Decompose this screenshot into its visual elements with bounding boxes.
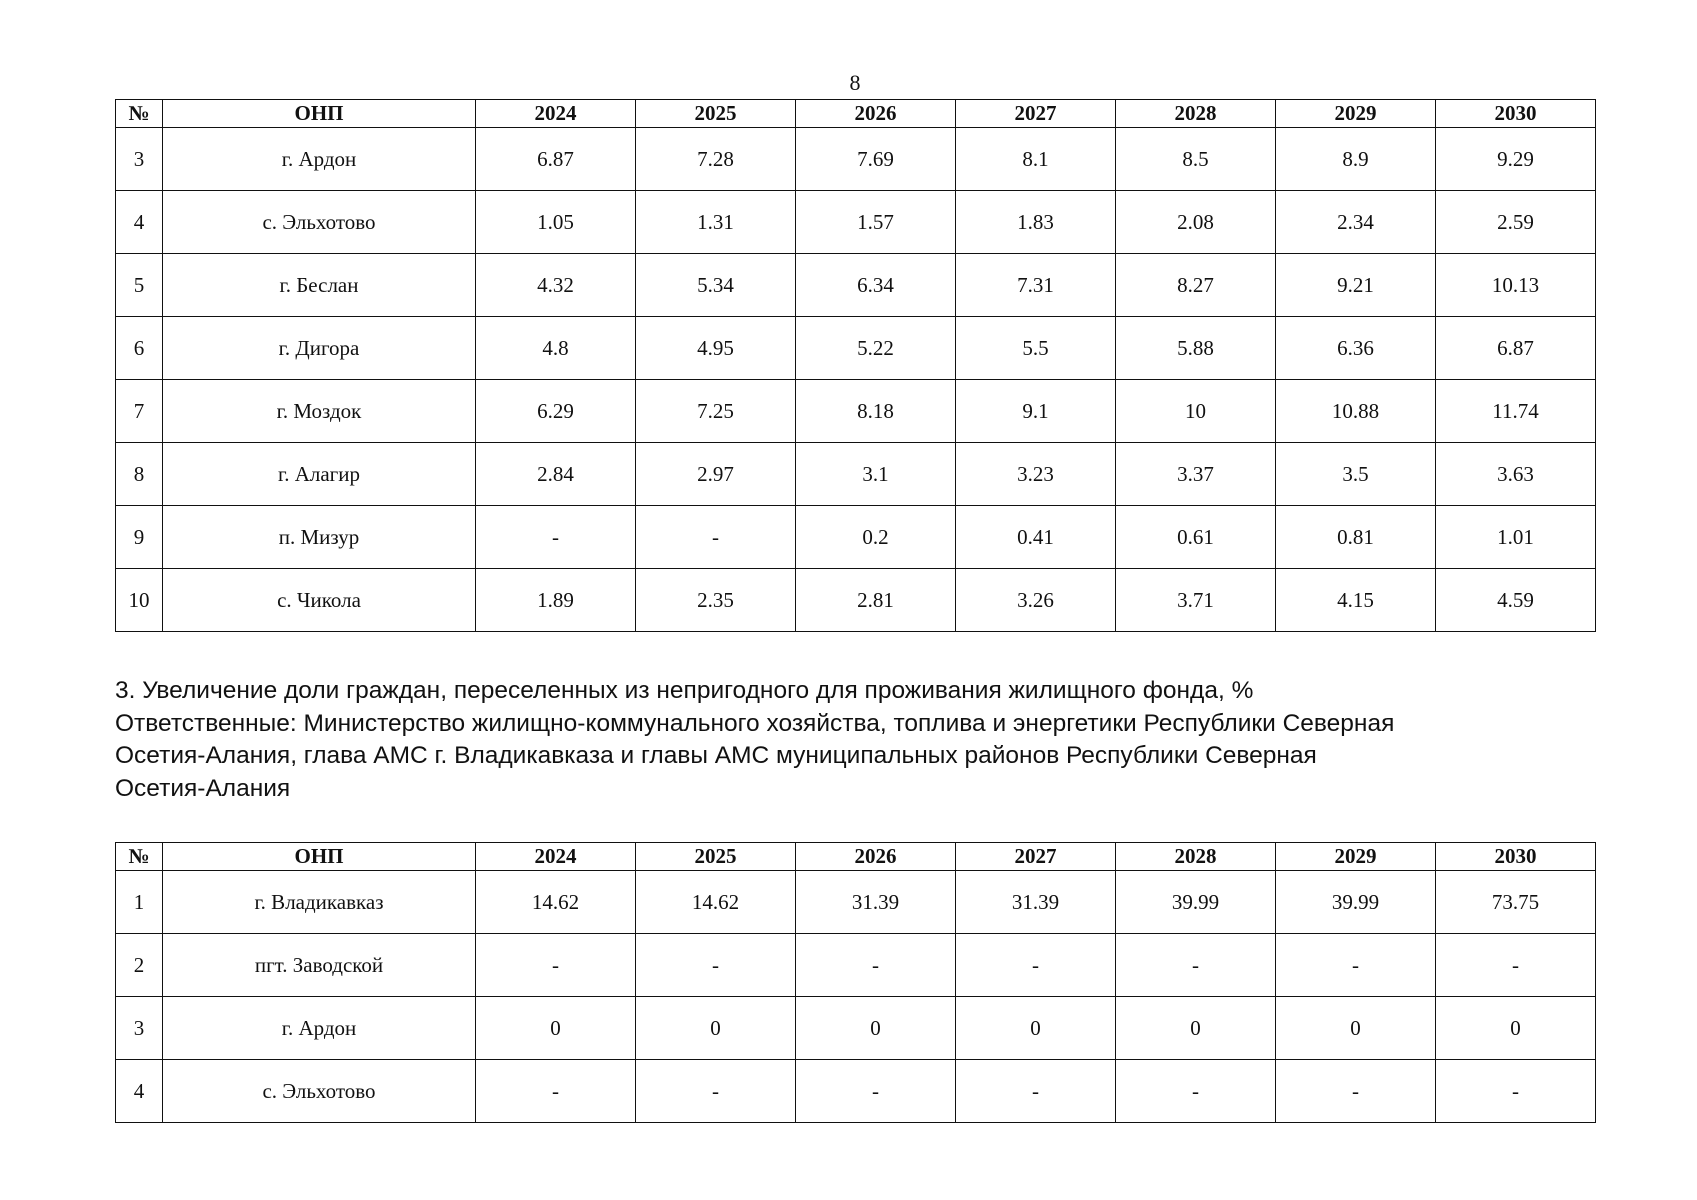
- cell-year-2030: 3.63: [1436, 443, 1596, 506]
- cell-settlement: г. Моздок: [163, 380, 476, 443]
- header-year-2026: 2026: [796, 100, 956, 128]
- indicator-table-1: [115, 99, 1596, 632]
- cell-year-2029: 6.36: [1276, 317, 1436, 380]
- responsible-line-1: Ответственные: Министерство жилищно-коммунального хозяйства, топлива и энергетики Республики Северная: [115, 709, 1395, 737]
- header-number: №: [116, 843, 163, 871]
- cell-year-2024: -: [476, 506, 636, 569]
- cell-year-2028: -: [1116, 934, 1276, 997]
- cell-year-2028: 39.99: [1116, 871, 1276, 934]
- cell-year-2030: 1.01: [1436, 506, 1596, 569]
- cell-year-2026: 1.57: [796, 191, 956, 254]
- cell-settlement: г. Беслан: [163, 254, 476, 317]
- cell-year-2025: -: [636, 934, 796, 997]
- cell-year-2026: 31.39: [796, 871, 956, 934]
- cell-year-2030: 2.59: [1436, 191, 1596, 254]
- cell-number: 4: [116, 1060, 163, 1123]
- cell-settlement: г. Дигора: [163, 317, 476, 380]
- cell-year-2029: 3.5: [1276, 443, 1436, 506]
- header-year-2028: 2028: [1116, 843, 1276, 871]
- cell-number: 2: [116, 934, 163, 997]
- cell-settlement: с. Эльхотово: [163, 1060, 476, 1123]
- cell-year-2024: 4.32: [476, 254, 636, 317]
- indicator-table-2: [115, 842, 1596, 1123]
- cell-year-2027: 5.5: [956, 317, 1116, 380]
- cell-year-2024: 1.89: [476, 569, 636, 632]
- header-year-2030: 2030: [1436, 843, 1596, 871]
- header-year-2027: 2027: [956, 843, 1116, 871]
- cell-year-2029: 8.9: [1276, 128, 1436, 191]
- cell-year-2028: 0.61: [1116, 506, 1276, 569]
- cell-year-2025: 4.95: [636, 317, 796, 380]
- cell-year-2028: 8.27: [1116, 254, 1276, 317]
- header-year-2027: 2027: [956, 100, 1116, 128]
- cell-year-2028: 8.5: [1116, 128, 1276, 191]
- cell-year-2028: 2.08: [1116, 191, 1276, 254]
- header-settlement: ОНП: [163, 100, 476, 128]
- cell-year-2026: -: [796, 1060, 956, 1123]
- cell-year-2027: 7.31: [956, 254, 1116, 317]
- table-row: [116, 871, 1596, 934]
- cell-year-2027: 31.39: [956, 871, 1116, 934]
- cell-year-2030: 9.29: [1436, 128, 1596, 191]
- cell-number: 8: [116, 443, 163, 506]
- table-row: [116, 317, 1596, 380]
- cell-year-2030: 6.87: [1436, 317, 1596, 380]
- table-row: [116, 443, 1596, 506]
- header-year-2024: 2024: [476, 100, 636, 128]
- cell-number: 3: [116, 997, 163, 1060]
- cell-year-2026: 3.1: [796, 443, 956, 506]
- cell-settlement: п. Мизур: [163, 506, 476, 569]
- header-year-2026: 2026: [796, 843, 956, 871]
- header-number: №: [116, 100, 163, 128]
- cell-year-2030: -: [1436, 934, 1596, 997]
- header-year-2030: 2030: [1436, 100, 1596, 128]
- cell-year-2024: 6.87: [476, 128, 636, 191]
- cell-year-2029: 2.34: [1276, 191, 1436, 254]
- cell-year-2024: 4.8: [476, 317, 636, 380]
- cell-year-2028: 10: [1116, 380, 1276, 443]
- header-year-2025: 2025: [636, 100, 796, 128]
- cell-year-2027: 3.23: [956, 443, 1116, 506]
- cell-year-2025: -: [636, 1060, 796, 1123]
- table-header-row: [116, 843, 1596, 871]
- responsible-line-2: Осетия-Алания, глава АМС г. Владикавказа и главы АМС муниципальных районов Республики Северная: [115, 742, 1317, 769]
- cell-year-2024: -: [476, 934, 636, 997]
- cell-year-2025: 14.62: [636, 871, 796, 934]
- cell-year-2025: 5.34: [636, 254, 796, 317]
- table-row: [116, 997, 1596, 1060]
- cell-year-2030: 10.13: [1436, 254, 1596, 317]
- cell-number: 9: [116, 506, 163, 569]
- cell-year-2025: 2.97: [636, 443, 796, 506]
- cell-year-2030: 0: [1436, 997, 1596, 1060]
- cell-year-2025: 0: [636, 997, 796, 1060]
- cell-settlement: г. Владикавказ: [163, 871, 476, 934]
- cell-number: 4: [116, 191, 163, 254]
- cell-year-2024: 2.84: [476, 443, 636, 506]
- cell-year-2025: 7.25: [636, 380, 796, 443]
- cell-year-2024: 14.62: [476, 871, 636, 934]
- table-row: [116, 569, 1596, 632]
- cell-year-2026: 8.18: [796, 380, 956, 443]
- cell-year-2028: 3.37: [1116, 443, 1276, 506]
- table-row: [116, 128, 1596, 191]
- cell-year-2030: 4.59: [1436, 569, 1596, 632]
- cell-year-2027: 1.83: [956, 191, 1116, 254]
- cell-year-2030: 11.74: [1436, 380, 1596, 443]
- header-year-2025: 2025: [636, 843, 796, 871]
- cell-year-2029: 10.88: [1276, 380, 1436, 443]
- header-year-2029: 2029: [1276, 100, 1436, 128]
- cell-settlement: г. Ардон: [163, 128, 476, 191]
- cell-year-2029: 0: [1276, 997, 1436, 1060]
- cell-number: 10: [116, 569, 163, 632]
- cell-number: 3: [116, 128, 163, 191]
- cell-year-2025: 2.35: [636, 569, 796, 632]
- header-year-2028: 2028: [1116, 100, 1276, 128]
- cell-year-2026: -: [796, 934, 956, 997]
- table-row: [116, 191, 1596, 254]
- cell-settlement: г. Ардон: [163, 997, 476, 1060]
- page-number: 8: [849, 70, 861, 95]
- cell-settlement: с. Эльхотово: [163, 191, 476, 254]
- header-settlement: ОНП: [163, 843, 476, 871]
- cell-number: 7: [116, 380, 163, 443]
- cell-year-2024: 6.29: [476, 380, 636, 443]
- cell-year-2028: 5.88: [1116, 317, 1276, 380]
- cell-year-2027: -: [956, 1060, 1116, 1123]
- table-row: [116, 506, 1596, 569]
- cell-year-2027: -: [956, 934, 1116, 997]
- cell-year-2026: 6.34: [796, 254, 956, 317]
- cell-year-2025: 1.31: [636, 191, 796, 254]
- cell-settlement: пгт. Заводской: [163, 934, 476, 997]
- cell-year-2029: 0.81: [1276, 506, 1436, 569]
- section-title: 3. Увеличение доли граждан, переселенных из непригодного для проживания жилищного фонда, %: [115, 677, 1254, 704]
- cell-number: 5: [116, 254, 163, 317]
- table-header-row: [116, 100, 1596, 128]
- cell-year-2030: 73.75: [1436, 871, 1596, 934]
- cell-year-2027: 3.26: [956, 569, 1116, 632]
- cell-year-2026: 2.81: [796, 569, 956, 632]
- header-year-2024: 2024: [476, 843, 636, 871]
- cell-year-2024: 0: [476, 997, 636, 1060]
- cell-settlement: с. Чикола: [163, 569, 476, 632]
- table-row: [116, 380, 1596, 443]
- cell-year-2027: 9.1: [956, 380, 1116, 443]
- table-row: [116, 254, 1596, 317]
- table-row: [116, 934, 1596, 997]
- cell-year-2030: -: [1436, 1060, 1596, 1123]
- cell-year-2025: 7.28: [636, 128, 796, 191]
- cell-year-2026: 0: [796, 997, 956, 1060]
- cell-year-2028: 0: [1116, 997, 1276, 1060]
- cell-year-2027: 8.1: [956, 128, 1116, 191]
- cell-year-2025: -: [636, 506, 796, 569]
- cell-year-2028: -: [1116, 1060, 1276, 1123]
- section-3: [115, 675, 1615, 805]
- cell-year-2028: 3.71: [1116, 569, 1276, 632]
- cell-year-2026: 0.2: [796, 506, 956, 569]
- cell-number: 6: [116, 317, 163, 380]
- cell-settlement: г. Алагир: [163, 443, 476, 506]
- cell-year-2029: -: [1276, 1060, 1436, 1123]
- cell-year-2026: 5.22: [796, 317, 956, 380]
- cell-year-2027: 0: [956, 997, 1116, 1060]
- cell-year-2029: 4.15: [1276, 569, 1436, 632]
- cell-year-2024: -: [476, 1060, 636, 1123]
- cell-year-2027: 0.41: [956, 506, 1116, 569]
- table-row: [116, 1060, 1596, 1123]
- cell-year-2029: 9.21: [1276, 254, 1436, 317]
- header-year-2029: 2029: [1276, 843, 1436, 871]
- cell-year-2029: -: [1276, 934, 1436, 997]
- cell-year-2024: 1.05: [476, 191, 636, 254]
- cell-number: 1: [116, 871, 163, 934]
- cell-year-2029: 39.99: [1276, 871, 1436, 934]
- cell-year-2026: 7.69: [796, 128, 956, 191]
- responsible-line-3: Осетия-Алания: [115, 774, 291, 802]
